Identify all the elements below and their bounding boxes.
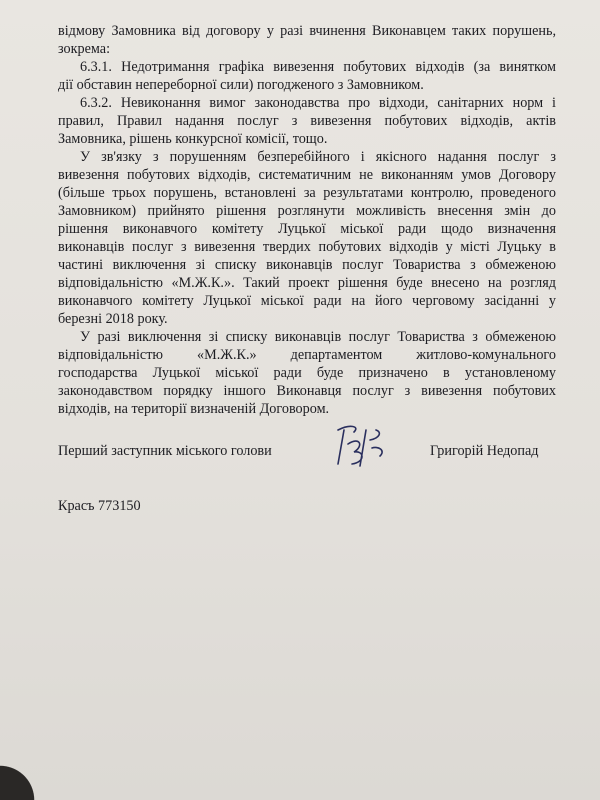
text-line: правил, Правил надання послуг з вивезення побутових відходів, актів [58, 113, 556, 129]
text-line: У зв'язку з порушенням безперебійного і якісного надання послуг з [80, 149, 556, 165]
text-line: частині виключення зі списку виконавців послуг Товариства з обмеженою [58, 257, 556, 273]
contact-line: Красъ 773150 [58, 498, 141, 514]
text-line: дії обставин непереборної сили) погодженого з Замовником. [58, 77, 424, 93]
text-line: зокрема: [58, 41, 111, 57]
signatory-title: Перший заступник міського голови [58, 443, 272, 459]
text-line: законодавством порядку іншого Виконавця послуг з вивезення побутових [58, 383, 556, 399]
text-line: Замовника, рішень конкурсної комісії, тощо. [58, 131, 328, 147]
text-line: 6.3.2. Невиконання вимог законодавства про відходи, санітарних норм і [80, 95, 556, 111]
text-line: вивезення побутових відходів, систематичним не виконанням умов Договору [58, 167, 556, 183]
background-surface [0, 760, 40, 800]
text-line: (більше трьох порушень, встановлені за результатами контролю, проведеного [58, 185, 556, 201]
text-line: виконавців послуг з вивезення твердих побутових відходів у місті Луцьку в [58, 239, 556, 255]
signatory-name: Григорій Недопад [430, 443, 539, 459]
handwritten-signature [330, 418, 390, 473]
text-line: рішення виконавчого комітету Луцької міської ради щодо визначення [58, 221, 556, 237]
text-line: 6.3.1. Недотримання графіка вивезення побутових відходів (за винятком [80, 59, 556, 75]
text-line: У разі виключення зі списку виконавців послуг Товариства з обмеженою [80, 329, 556, 345]
text-line: відповідальністю «М.Ж.К.». Такий проект рішення буде внесено на розгляд [58, 275, 556, 291]
text-line: відходів, на території визначеній Договором. [58, 401, 330, 417]
text-line: відмову Замовника від договору у разі вчинення Виконавцем таких порушень, [58, 23, 556, 39]
text-line: виконавчого комітету Луцької міської ради на його черговому засіданні у [58, 293, 556, 309]
text-line: березні 2018 року. [58, 311, 168, 327]
text-line: господарства Луцької міської ради буде призначено в установленому [58, 365, 556, 381]
text-line: Замовником) прийнято рішення розглянути можливість внесення змін до [58, 203, 556, 219]
text-line: відповідальністю «М.Ж.К.» департаментом житлово-комунального [58, 347, 556, 363]
